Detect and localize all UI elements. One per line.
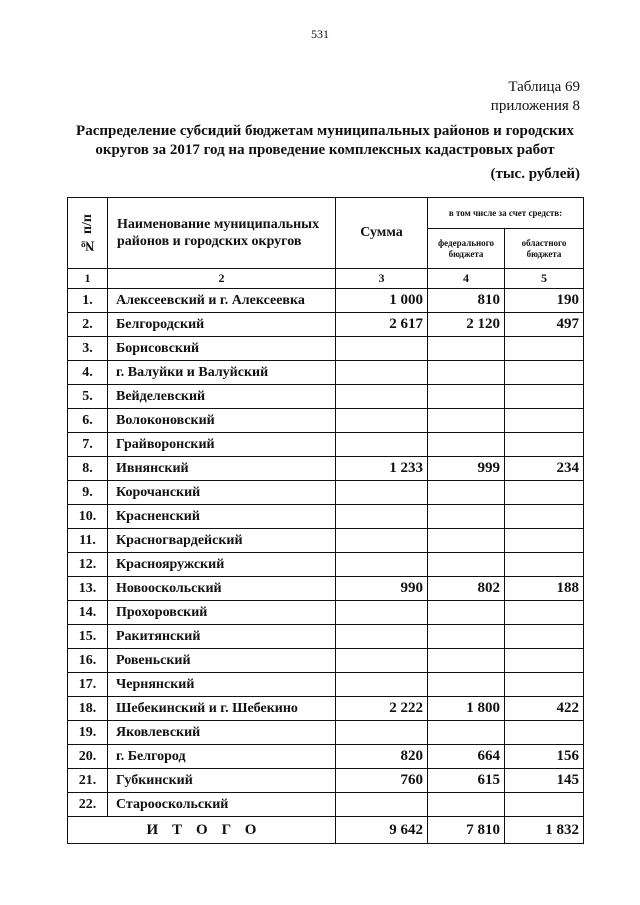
sum-value: 1 233 [336, 457, 428, 481]
title-line-2: округов за 2017 год на проведение комплексных кадастровых работ [95, 142, 555, 158]
row-number: 5. [68, 385, 108, 409]
sum-value [336, 433, 428, 457]
regional-value [505, 337, 584, 361]
row-number: 18. [68, 697, 108, 721]
table-row [68, 745, 584, 769]
column-number: 5 [505, 269, 584, 289]
district-name: Ровеньский [108, 649, 336, 673]
table-row [68, 313, 584, 337]
table-row [68, 769, 584, 793]
header-funding-group: в том числе за счет средств: [428, 198, 584, 229]
federal-value [428, 625, 505, 649]
column-number: 4 [428, 269, 505, 289]
federal-value [428, 721, 505, 745]
table-row [68, 553, 584, 577]
sum-value: 820 [336, 745, 428, 769]
sum-value [336, 649, 428, 673]
district-name: Вейделевский [108, 385, 336, 409]
document-title [60, 122, 590, 160]
table-row [68, 601, 584, 625]
regional-value: 422 [505, 697, 584, 721]
sum-value [336, 385, 428, 409]
table-row [68, 289, 584, 313]
row-number: 6. [68, 409, 108, 433]
federal-value [428, 673, 505, 697]
federal-value: 802 [428, 577, 505, 601]
regional-value [505, 433, 584, 457]
sum-value: 990 [336, 577, 428, 601]
row-number: 2. [68, 313, 108, 337]
federal-value [428, 793, 505, 817]
row-number: 8. [68, 457, 108, 481]
regional-value [505, 649, 584, 673]
regional-value: 497 [505, 313, 584, 337]
table-row [68, 529, 584, 553]
sum-value: 2 222 [336, 697, 428, 721]
column-number: 1 [68, 269, 108, 289]
sum-value: 1 000 [336, 289, 428, 313]
federal-value: 1 800 [428, 697, 505, 721]
total-sum: 9 642 [336, 817, 428, 844]
units-label: (тыс. рублей) [490, 166, 580, 182]
row-number: 21. [68, 769, 108, 793]
column-number: 3 [336, 269, 428, 289]
table-row [68, 481, 584, 505]
sum-value [336, 529, 428, 553]
federal-value [428, 649, 505, 673]
federal-value: 999 [428, 457, 505, 481]
regional-value: 156 [505, 745, 584, 769]
column-number-row [68, 269, 584, 289]
regional-value [505, 385, 584, 409]
federal-value [428, 553, 505, 577]
district-name: Губкинский [108, 769, 336, 793]
table-row [68, 361, 584, 385]
table-row [68, 625, 584, 649]
district-name: г. Белгород [108, 745, 336, 769]
district-name: Грайворонский [108, 433, 336, 457]
district-name: Ивнянский [108, 457, 336, 481]
district-name: Чернянский [108, 673, 336, 697]
regional-value [505, 601, 584, 625]
row-number: 12. [68, 553, 108, 577]
table-caption [491, 78, 580, 116]
sum-value [336, 721, 428, 745]
regional-value [505, 793, 584, 817]
table-row [68, 337, 584, 361]
district-name: Красногвардейский [108, 529, 336, 553]
regional-value: 188 [505, 577, 584, 601]
federal-value: 2 120 [428, 313, 505, 337]
district-name: Шебекинский и г. Шебекино [108, 697, 336, 721]
sum-value [336, 505, 428, 529]
table-row [68, 577, 584, 601]
header-num: № п/п [68, 198, 108, 269]
district-name: Белгородский [108, 313, 336, 337]
regional-value [505, 625, 584, 649]
district-name: Новооскольский [108, 577, 336, 601]
federal-value [428, 481, 505, 505]
total-regional: 1 832 [505, 817, 584, 844]
federal-value [428, 505, 505, 529]
row-number: 20. [68, 745, 108, 769]
federal-value: 810 [428, 289, 505, 313]
header-regional: областного бюджета [505, 229, 584, 269]
sum-value [336, 337, 428, 361]
district-name: Старооскольский [108, 793, 336, 817]
row-number: 9. [68, 481, 108, 505]
sum-value [336, 553, 428, 577]
regional-value [505, 505, 584, 529]
district-name: Алексеевский и г. Алексеевка [108, 289, 336, 313]
table-row [68, 721, 584, 745]
row-number: 13. [68, 577, 108, 601]
sum-value [336, 625, 428, 649]
row-number: 4. [68, 361, 108, 385]
row-number: 3. [68, 337, 108, 361]
row-number: 22. [68, 793, 108, 817]
regional-value [505, 529, 584, 553]
sum-value [336, 409, 428, 433]
table-row [68, 793, 584, 817]
row-number: 10. [68, 505, 108, 529]
regional-value [505, 673, 584, 697]
header-federal: федерального бюджета [428, 229, 505, 269]
regional-value [505, 721, 584, 745]
table-row [68, 649, 584, 673]
federal-value [428, 529, 505, 553]
subsidy-table [67, 197, 584, 844]
column-number: 2 [108, 269, 336, 289]
district-name: Корочанский [108, 481, 336, 505]
page-number: 531 [311, 27, 329, 41]
district-name: Красненский [108, 505, 336, 529]
total-label: ИТОГО [68, 817, 336, 844]
regional-value: 145 [505, 769, 584, 793]
district-name: Яковлевский [108, 721, 336, 745]
regional-value [505, 481, 584, 505]
federal-value [428, 601, 505, 625]
federal-value [428, 337, 505, 361]
sum-value [336, 481, 428, 505]
table-row [68, 457, 584, 481]
header-sum: Сумма [336, 198, 428, 269]
header-name: Наименование муниципальных районов и городских округов [108, 198, 336, 269]
caption-line-1: Таблица 69 [508, 79, 580, 95]
district-name: Волоконовский [108, 409, 336, 433]
table-row [68, 433, 584, 457]
regional-value [505, 361, 584, 385]
row-number: 11. [68, 529, 108, 553]
table-row [68, 505, 584, 529]
table-row [68, 673, 584, 697]
row-number: 14. [68, 601, 108, 625]
total-federal: 7 810 [428, 817, 505, 844]
row-number: 1. [68, 289, 108, 313]
table-row [68, 385, 584, 409]
title-line-1: Распределение субсидий бюджетам муниципальных районов и городских [76, 123, 574, 139]
table-row [68, 409, 584, 433]
district-name: Ракитянский [108, 625, 336, 649]
row-number: 7. [68, 433, 108, 457]
district-name: г. Валуйки и Валуйский [108, 361, 336, 385]
regional-value: 234 [505, 457, 584, 481]
federal-value: 615 [428, 769, 505, 793]
caption-line-2: приложения 8 [490, 98, 580, 114]
federal-value [428, 433, 505, 457]
federal-value [428, 361, 505, 385]
district-name: Краснояружский [108, 553, 336, 577]
row-number: 17. [68, 673, 108, 697]
regional-value [505, 553, 584, 577]
district-name: Прохоровский [108, 601, 336, 625]
row-number: 16. [68, 649, 108, 673]
sum-value: 2 617 [336, 313, 428, 337]
total-row [68, 817, 584, 844]
federal-value [428, 385, 505, 409]
regional-value: 190 [505, 289, 584, 313]
regional-value [505, 409, 584, 433]
sum-value [336, 601, 428, 625]
federal-value: 664 [428, 745, 505, 769]
sum-value [336, 361, 428, 385]
row-number: 15. [68, 625, 108, 649]
sum-value [336, 793, 428, 817]
header-row [68, 198, 584, 229]
sum-value: 760 [336, 769, 428, 793]
row-number: 19. [68, 721, 108, 745]
federal-value [428, 409, 505, 433]
sum-value [336, 673, 428, 697]
district-name: Борисовский [108, 337, 336, 361]
table-body [68, 289, 584, 817]
table-row [68, 697, 584, 721]
